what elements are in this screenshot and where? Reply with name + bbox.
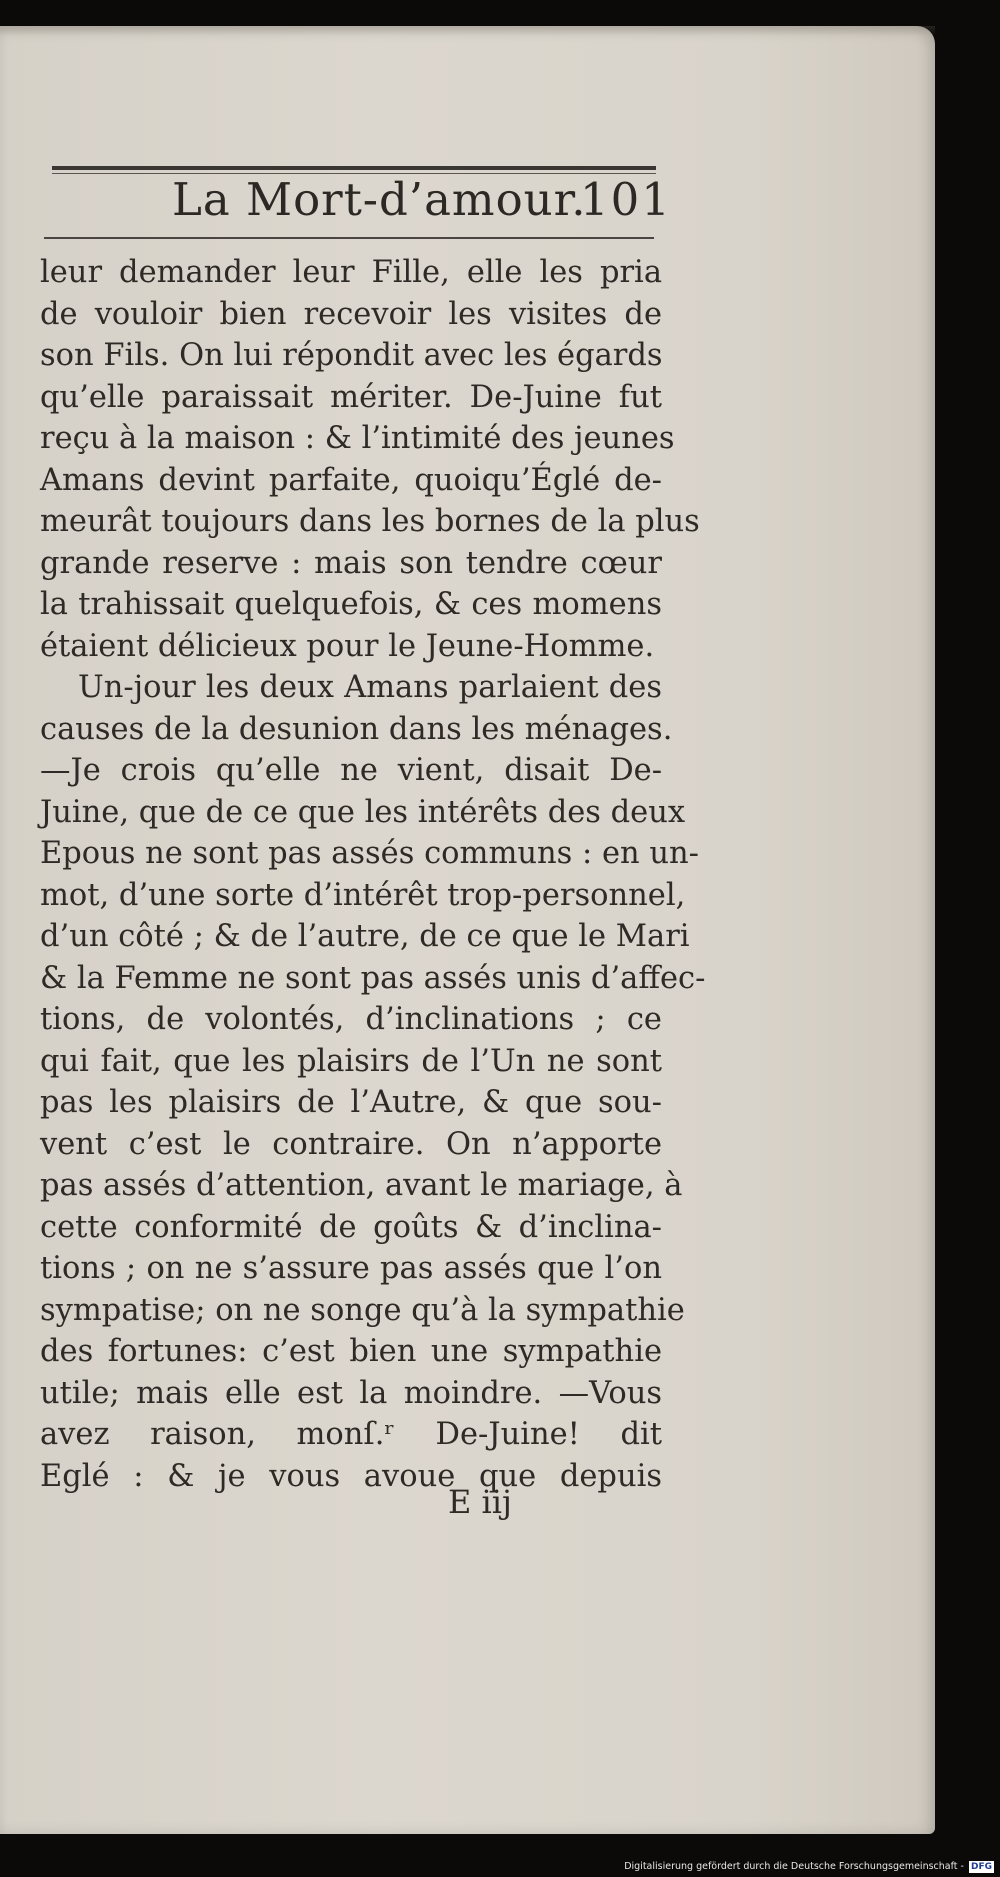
text-line: d’un côté ; & de l’autre, de ce que le Mari bbox=[40, 919, 690, 954]
text-line: avez raison, monſ.ʳ De-Juine! dit bbox=[40, 1417, 662, 1452]
text-line: mot, d’une sorte d’intérêt trop-personnel, bbox=[40, 877, 686, 913]
text-line: grande reserve : mais son tendre cœur bbox=[40, 545, 662, 581]
text-line: qu’elle paraissait mériter. De-Juine fut bbox=[40, 379, 662, 415]
text-line: tions, de volontés, d’inclinations ; ce bbox=[40, 1002, 662, 1037]
text-line: utile; mais elle est la moindre. —Vous bbox=[40, 1375, 662, 1411]
text-line: & la Femme ne sont pas assés unis d’affec- bbox=[40, 960, 706, 996]
page-number: 101 bbox=[580, 173, 672, 226]
text-line: Amans devint parfaite, quoiqu’Églé de- bbox=[40, 462, 662, 498]
text-line: des fortunes: c’est bien une sympathie bbox=[40, 1334, 662, 1369]
text-line: tions ; on ne s’assure pas assés que l’on bbox=[40, 1251, 662, 1286]
text-line: meurât toujours dans les bornes de la plus bbox=[40, 504, 700, 539]
text-line: reçu à la maison : & l’intimité des jeunes bbox=[40, 421, 675, 456]
text-line: étaient délicieux pour le Jeune-Homme. bbox=[40, 628, 655, 664]
text-line: Epous ne sont pas assés communs : en un- bbox=[40, 836, 699, 871]
page-top-edge-shadow bbox=[0, 26, 935, 36]
text-line: sympatise; on ne songe qu’à la sympathie bbox=[40, 1292, 685, 1328]
header-rule-bottom bbox=[44, 237, 654, 239]
running-title: La Mort-d’amour. bbox=[172, 173, 587, 226]
text-line: son Fils. On lui répondit avec les égards bbox=[40, 338, 663, 373]
text-line: causes de la desunion dans les ménages. bbox=[40, 711, 673, 747]
text-line: pas assés d’attention, avant le mariage, à bbox=[40, 1168, 683, 1203]
text-line: de vouloir bien recevoir les visites de bbox=[40, 296, 662, 332]
text-line: Eglé : & je vous avoue que depuis bbox=[40, 1458, 662, 1494]
body-text bbox=[40, 252, 706, 1497]
digitization-credit bbox=[624, 1860, 994, 1874]
dfg-logo: DFG bbox=[970, 1861, 992, 1872]
text-line: vent c’est le contraire. On n’apporte bbox=[40, 1126, 662, 1162]
text-line: la trahissait quelquefois, & ces momens bbox=[40, 587, 662, 622]
text-line: Juine, que de ce que les intérêts des deux bbox=[40, 794, 686, 830]
digitization-credit-text: Digitalisierung gefördert durch die Deutsche Forschungsgemeinschaft - bbox=[624, 1861, 964, 1872]
text-line: leur demander leur Fille, elle les pria bbox=[40, 255, 662, 290]
text-line: Un-jour les deux Amans parlaient des bbox=[78, 670, 662, 705]
text-line: cette conformité de goûts & d’inclina- bbox=[40, 1209, 662, 1245]
text-line: qui fait, que les plaisirs de l’Un ne sont bbox=[40, 1043, 662, 1079]
signature-mark: E iij bbox=[448, 1483, 512, 1521]
text-line: —Je crois qu’elle ne vient, disait De- bbox=[40, 753, 662, 788]
text-line: pas les plaisirs de l’Autre, & que sou- bbox=[40, 1085, 662, 1120]
